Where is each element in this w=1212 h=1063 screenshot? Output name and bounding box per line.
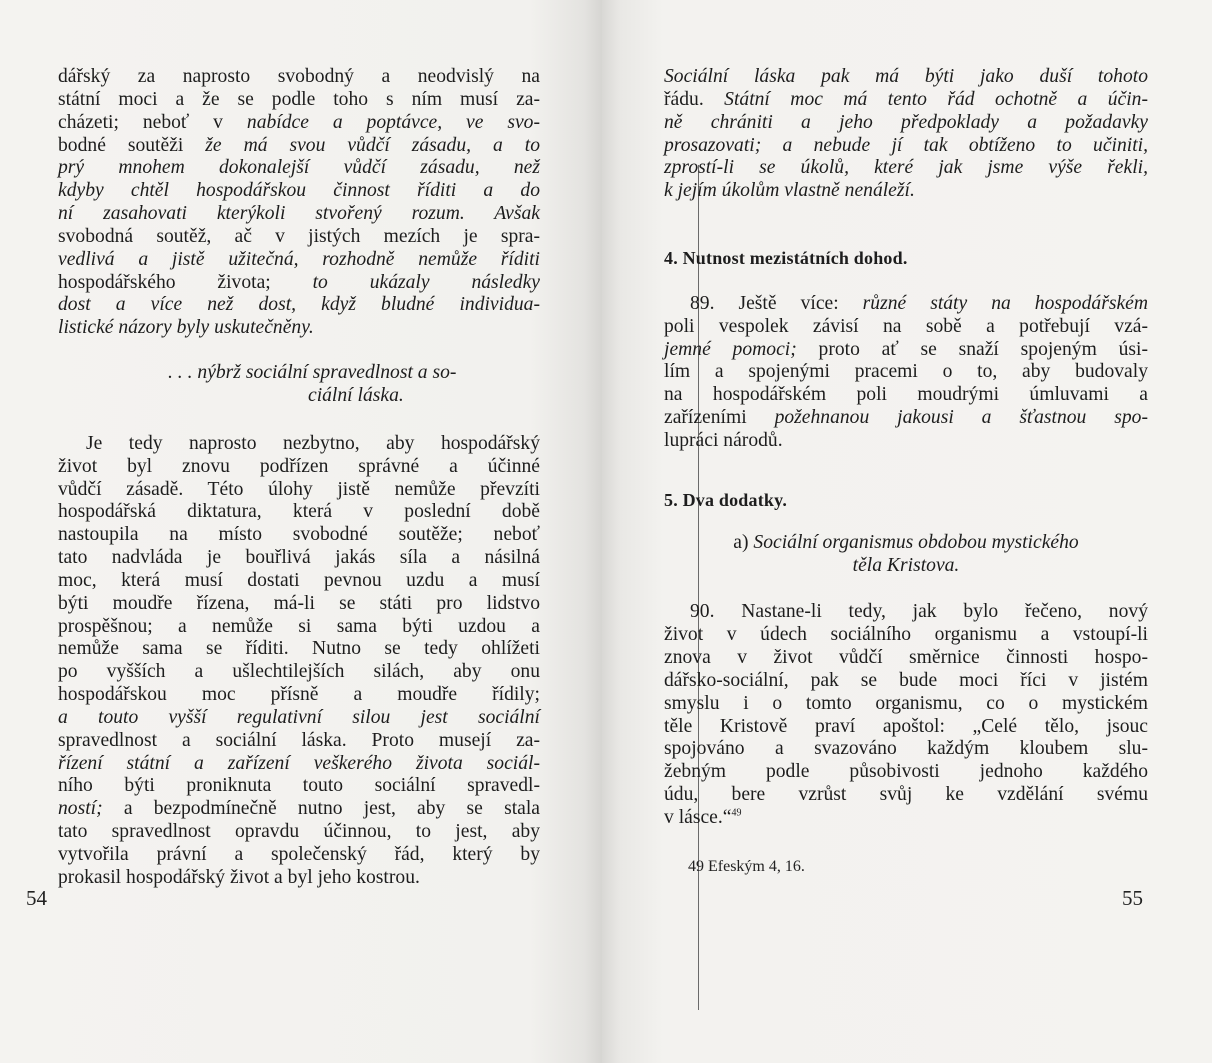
text-line: cházeti; neboť v nabídce a poptávce, ve svo- [58,111,540,133]
text-line: moc, která musí dostati pevnou uzdu a musí [58,569,540,591]
text-line: těle Kristově praví apoštol: „Celé tělo, jsouc [664,715,1148,737]
text-line: spojováno a svazováno každým kloubem slu- [664,738,1148,760]
text-line: kdyby chtěl hospodářskou činnost říditi a do [58,180,540,202]
text-line: údu, bere vzrůst svůj ke vzdělání svému [664,784,1148,806]
right-text-column [664,66,1148,830]
text-line: tato nadvláda je bouřlivá jakás síla a násilná [58,547,540,569]
left-page [0,0,602,1063]
text-line: ní zasahovati kterýkoli stvořený rozum. Avšak [58,203,540,225]
footnote-reference: 49 [731,807,742,819]
text-line: v lásce.“$^{49}$ [664,806,742,828]
text-line: žebným podle působivosti jednoho každého [664,761,1148,783]
text-line: život byl znovu podřízen správné a účinné [58,455,540,477]
text-line: 90. Nastane-li tedy, jak bylo řečeno, nový [690,601,1148,623]
text-line: hospodářskou moc přísně a moudře řídily; [58,684,540,706]
right-subheading [664,532,1148,578]
text-line: ností; a bezpodmínečně nutno jest, aby se stala [58,798,540,820]
text-line: řádu. Státní moc má tento řád ochotně a účin- [664,88,1148,110]
text-line: po vyšších a ušlechtilejších silách, aby onu [58,661,540,683]
text-line: Je tedy naprosto nezbytno, aby hospodářský [86,432,540,454]
text-line: 89. Ještě více: různé státy na hospodářském [690,292,1148,314]
right-page [602,0,1212,1063]
page-number-left: 54 [26,886,47,910]
text-line: zařízeními požehnanou jakousi a šťastnou spo- [664,407,1148,429]
subheading-line: ciální láska. [308,384,404,406]
text-line: hospodářská diktatura, která v poslední době [58,501,540,523]
subheading-line: a) Sociální organismus obdobou mystického [733,531,1079,553]
text-line: a touto vyšší regulativní silou jest sociální [58,706,540,728]
text-line: zprostí-li se úkolů, které jak jsme výše řekli, [664,157,1148,179]
text-line: tato spravedlnost opravdu účinnou, to jest, aby [58,821,540,843]
text-line: lím a spojenými pracemi o to, aby budovaly [664,361,1148,383]
text-line: na hospodářském poli moudrými úmluvami a [664,384,1148,406]
section-heading-4: 4. Nutnost mezistátních dohod. [664,248,908,269]
text-line: k jejím úkolům vlastně nenáleží. [664,180,915,202]
text-line: svobodná soutěž, ač v jistých mezích je spra- [58,225,540,247]
text-line: smyslu i o tomto organismu, co o mystickém [664,692,1148,714]
text-line: poli vespolek závisí na sobě a potřebují vzá- [664,315,1148,337]
section-heading-5: 5. Dva dodatky. [664,489,788,510]
text-line: hospodářského života; to ukázaly následky [58,271,540,293]
text-line: vedlivá a jistě užitečná, rozhodně nemůže říditi [58,248,540,270]
subheading-line: těla Kristova. [852,554,960,576]
text-line: znova v život vůdčí směrnice činnosti hospo- [664,647,1148,669]
text-line: prospěšnou; a nemůže si sama býti uzdou a [58,615,540,637]
text-line: ního býti proniknuta touto sociální spravedl- [58,775,540,797]
text-line: vůdčí zásadě. Této úlohy jistě nemůže převzíti [58,478,540,500]
text-line: prosazovati; a nebude jí tak obtíženo to učiniti, [664,134,1148,156]
left-paragraph-main [58,433,540,890]
text-line: dářský za naprosto svobodný a neodvislý na [58,66,540,87]
paragraph-90 [664,601,1148,829]
subheading-line: . . . nýbrž sociální spravedlnost a so- [168,362,457,384]
text-line: listické názory byly uskutečněny. [58,317,314,339]
text-line: dářsko-sociální, pak se bude moci říci v jistém [664,669,1148,691]
text-line: prý mnohem dokonalejší vůdčí zásadu, než [58,157,540,179]
text-line: spravedlnost a sociální láska. Proto musejí za- [58,729,540,751]
text-line: život v údech sociálního organismu a vstoupí-li [664,624,1148,646]
text-line: dost a více než dost, když bludné individua- [58,294,540,316]
text-line: státní moci a že se podle toho s ním musí za- [58,88,540,110]
text-line: býti moudře řízena, má-li se státi pro lidstvo [58,592,540,614]
footnote: 49 Efeským 4, 16. [688,858,805,875]
text-line: nemůže sama se říditi. Nutno se tedy ohlížeti [58,638,540,660]
left-subheading [58,362,540,408]
left-paragraph-continuation [58,66,540,340]
right-paragraph-continuation [664,66,1148,203]
text-line: ně chrániti a jeho předpoklady a požadavky [664,111,1148,133]
page-number-right: 55 [1122,886,1143,910]
text-line: bodné soutěži že má svou vůdčí zásadu, a to [58,134,540,156]
text-line: nastoupila na místo svobodné soutěže; neboť [58,524,540,546]
paragraph-89 [664,293,1148,453]
text-line: prokasil hospodářský život a byl jeho kostrou. [58,866,420,888]
text-line: řízení státní a zařízení veškerého života sociál- [58,752,540,774]
text-line: jemné pomoci; proto ať se snaží spojeným úsi- [664,338,1148,360]
text-line: lupráci národů. [664,429,783,451]
left-text-column [58,66,540,890]
text-line: vytvořila právní a společenský řád, který by [58,844,540,865]
text-line: Sociální láska pak má býti jako duší tohoto [664,66,1148,87]
